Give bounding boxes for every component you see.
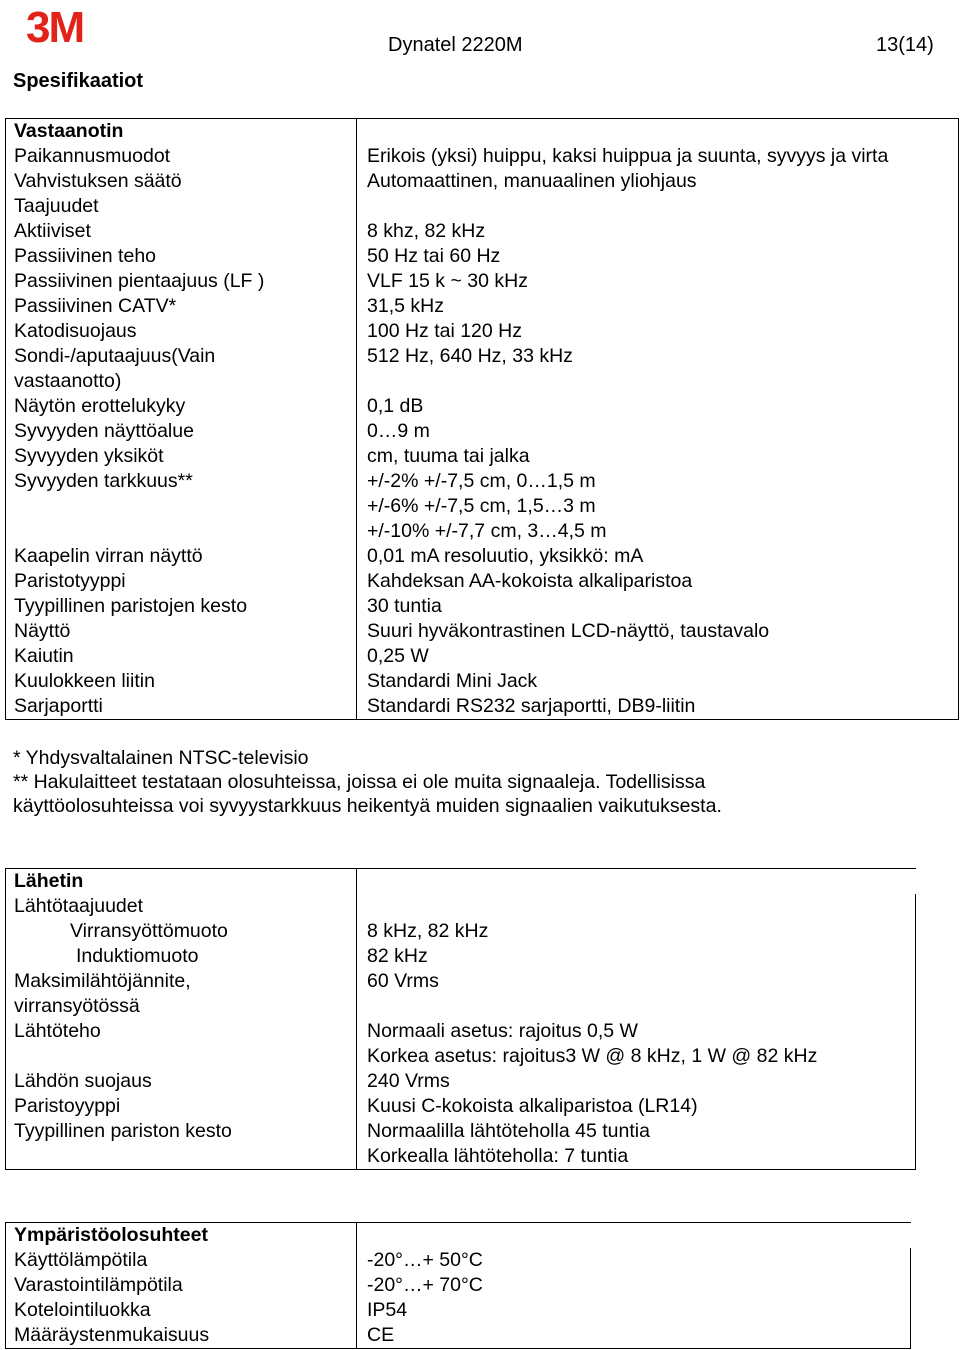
footnote: ** Hakulaitteet testataan olosuhteissa, joissa ei ole muita signaaleja. Todellisissa: [13, 771, 706, 793]
table-row: [6, 169, 959, 194]
spec-label: Lähdön suojaus: [6, 1069, 357, 1094]
table-row: [6, 269, 959, 294]
table-row: [6, 1094, 916, 1119]
spec-label: Tyypillinen pariston kesto: [6, 1119, 357, 1170]
spec-value: [357, 1019, 916, 1069]
spec-label: Tyypillinen paristojen kesto: [6, 594, 357, 619]
spec-label: Kaapelin virran näyttö: [6, 544, 357, 569]
spec-label: Käyttölämpötila: [6, 1248, 357, 1273]
document-title: Dynatel 2220M: [388, 34, 523, 56]
logo-text: 3M: [26, 3, 84, 52]
spec-label: Aktiiviset: [6, 219, 357, 244]
spec-label: Taajuudet: [6, 194, 357, 219]
spec-label: Sarjaportti: [6, 694, 357, 720]
footnote: * Yhdysvaltalainen NTSC-televisio: [13, 747, 309, 769]
spec-value: Standardi Mini Jack: [357, 669, 959, 694]
table-row: [6, 619, 959, 644]
table-title-row: [6, 1223, 911, 1249]
spec-value-line: 82 kHz: [367, 945, 428, 967]
table-row: [6, 1248, 911, 1273]
table-row: [6, 444, 959, 469]
spec-label: Syvyyden yksiköt: [6, 444, 357, 469]
spec-label-line: Lähtötaajuudet: [14, 895, 144, 917]
spec-value: cm, tuuma tai jalka: [357, 444, 959, 469]
spec-value: 30 tuntia: [357, 594, 959, 619]
table-row: [6, 1273, 911, 1298]
table-row: [6, 694, 959, 720]
receiver-spec-table: [5, 118, 959, 720]
spec-value: 512 Hz, 640 Hz, 33 kHz: [357, 344, 959, 394]
table-row: [6, 294, 959, 319]
spec-value: [357, 1119, 916, 1170]
environment-title: Ympäristöolosuhteet: [6, 1223, 357, 1249]
spec-label: [6, 344, 357, 394]
spec-value: IP54: [357, 1298, 911, 1323]
section-heading: Spesifikaatiot: [13, 70, 144, 92]
spec-label-line: Maksimilähtöjännite,: [14, 970, 191, 992]
spec-value: [357, 194, 959, 219]
table-title-row: [6, 119, 959, 145]
table-row: [6, 1119, 916, 1170]
spec-label: Kotelointiluokka: [6, 1298, 357, 1323]
spec-label: Näyttö: [6, 619, 357, 644]
spec-value: VLF 15 k ~ 30 kHz: [357, 269, 959, 294]
spec-value: 100 Hz tai 120 Hz: [357, 319, 959, 344]
spec-value: 60 Vrms: [357, 969, 916, 1019]
spec-label: Syvyyden näyttöalue: [6, 419, 357, 444]
spec-label: Kaiutin: [6, 644, 357, 669]
table-row: [6, 144, 959, 169]
spec-label: Katodisuojaus: [6, 319, 357, 344]
table-row: [6, 569, 959, 594]
spec-value-line: Korkealla lähtöteholla: 7 tuntia: [367, 1145, 629, 1167]
spec-label: Paikannusmuodot: [6, 144, 357, 169]
spec-label: Syvyyden tarkkuus**: [6, 469, 357, 544]
spec-value: 8 khz, 82 kHz: [357, 219, 959, 244]
spec-label-line: virransyötössä: [14, 995, 140, 1017]
receiver-title: Vastaanotin: [6, 119, 357, 145]
spec-value: 50 Hz tai 60 Hz: [357, 244, 959, 269]
footnote: käyttöolosuhteissa voi syvyystarkkuus heikentyä muiden signaalien vaikutuksesta.: [13, 795, 722, 817]
spec-value: 0…9 m: [357, 419, 959, 444]
table-row: [6, 194, 959, 219]
spec-value-line: +/-6% +/-7,5 cm, 1,5…3 m: [367, 495, 596, 517]
spec-label: Määräystenmukaisuus: [6, 1323, 357, 1349]
environment-spec-table: [5, 1222, 911, 1349]
spec-value: Kuusi C-kokoista alkaliparistoa (LR14): [357, 1094, 916, 1119]
spec-label: [6, 894, 357, 969]
spec-value: 0,25 W: [357, 644, 959, 669]
spec-value: -20°…+ 50°C: [357, 1248, 911, 1273]
table-row: [6, 244, 959, 269]
spec-value: Standardi RS232 sarjaportti, DB9-liitin: [357, 694, 959, 720]
spec-value: [357, 894, 916, 969]
spec-label: Passiivinen pientaajuus (LF ): [6, 269, 357, 294]
spec-value-line: Korkea asetus: rajoitus3 W @ 8 kHz, 1 W @ 82 kHz: [367, 1045, 818, 1067]
spec-value: 0,01 mA resoluutio, yksikkö: mA: [357, 544, 959, 569]
spec-label: [6, 969, 357, 1019]
table-row: [6, 1019, 916, 1069]
table-row: [6, 344, 959, 394]
spec-value-line: +/-2% +/-7,5 cm, 0…1,5 m: [367, 470, 596, 492]
spec-label: Näytön erottelukyky: [6, 394, 357, 419]
spec-value: Suuri hyväkontrastinen LCD-näyttö, taustavalo: [357, 619, 959, 644]
spec-label: Vahvistuksen säätö: [6, 169, 357, 194]
spec-value: Automaattinen, manuaalinen yliohjaus: [357, 169, 959, 194]
table-row: [6, 419, 959, 444]
spec-label: Paristotyyppi: [6, 569, 357, 594]
table-row: [6, 1298, 911, 1323]
table-title-row: [6, 869, 916, 895]
spec-value-line: Normaalilla lähtöteholla 45 tuntia: [367, 1120, 650, 1142]
table-row: [6, 319, 959, 344]
spec-label: Lähtöteho: [6, 1019, 357, 1069]
table-row: [6, 969, 916, 1019]
table-row: [6, 894, 916, 969]
page-number: 13(14): [876, 34, 934, 56]
table-row: [6, 544, 959, 569]
3m-logo: [26, 3, 110, 52]
spec-label: Passiivinen teho: [6, 244, 357, 269]
spec-value: Erikois (yksi) huippu, kaksi huippua ja suunta, syvyys ja virta: [357, 144, 959, 169]
table-row: [6, 669, 959, 694]
table-row: [6, 219, 959, 244]
table-row: [6, 394, 959, 419]
spec-value: Kahdeksan AA-kokoista alkaliparistoa: [357, 569, 959, 594]
spec-label-line: vastaanotto): [14, 370, 122, 392]
spec-label-line: Virransyöttömuoto: [70, 920, 228, 942]
transmitter-spec-table: [5, 868, 916, 1170]
transmitter-title: Lähetin: [6, 869, 357, 895]
footnotes: [13, 746, 953, 818]
table-row: [6, 1069, 916, 1094]
spec-label: Paristoyyppi: [6, 1094, 357, 1119]
spec-label: Kuulokkeen liitin: [6, 669, 357, 694]
spec-value-line: Normaali asetus: rajoitus 0,5 W: [367, 1020, 638, 1042]
table-row: [6, 594, 959, 619]
spec-label: Varastointilämpötila: [6, 1273, 357, 1298]
table-row: [6, 469, 959, 544]
spec-value-line: 8 kHz, 82 kHz: [367, 920, 489, 942]
spec-value: -20°…+ 70°C: [357, 1273, 911, 1298]
spec-value-line: [367, 894, 915, 919]
spec-label-line: Sondi-/aputaajuus(Vain: [14, 345, 216, 367]
spec-value: 31,5 kHz: [357, 294, 959, 319]
spec-value: 0,1 dB: [357, 394, 959, 419]
spec-value: [357, 469, 959, 544]
spec-value: CE: [357, 1323, 911, 1349]
spec-value-line: +/-10% +/-7,7 cm, 3…4,5 m: [367, 520, 607, 542]
table-row: [6, 644, 959, 669]
spec-label: Passiivinen CATV*: [6, 294, 357, 319]
spec-label-line: Induktiomuoto: [76, 945, 199, 967]
spec-value: 240 Vrms: [357, 1069, 916, 1094]
table-row: [6, 1323, 911, 1349]
